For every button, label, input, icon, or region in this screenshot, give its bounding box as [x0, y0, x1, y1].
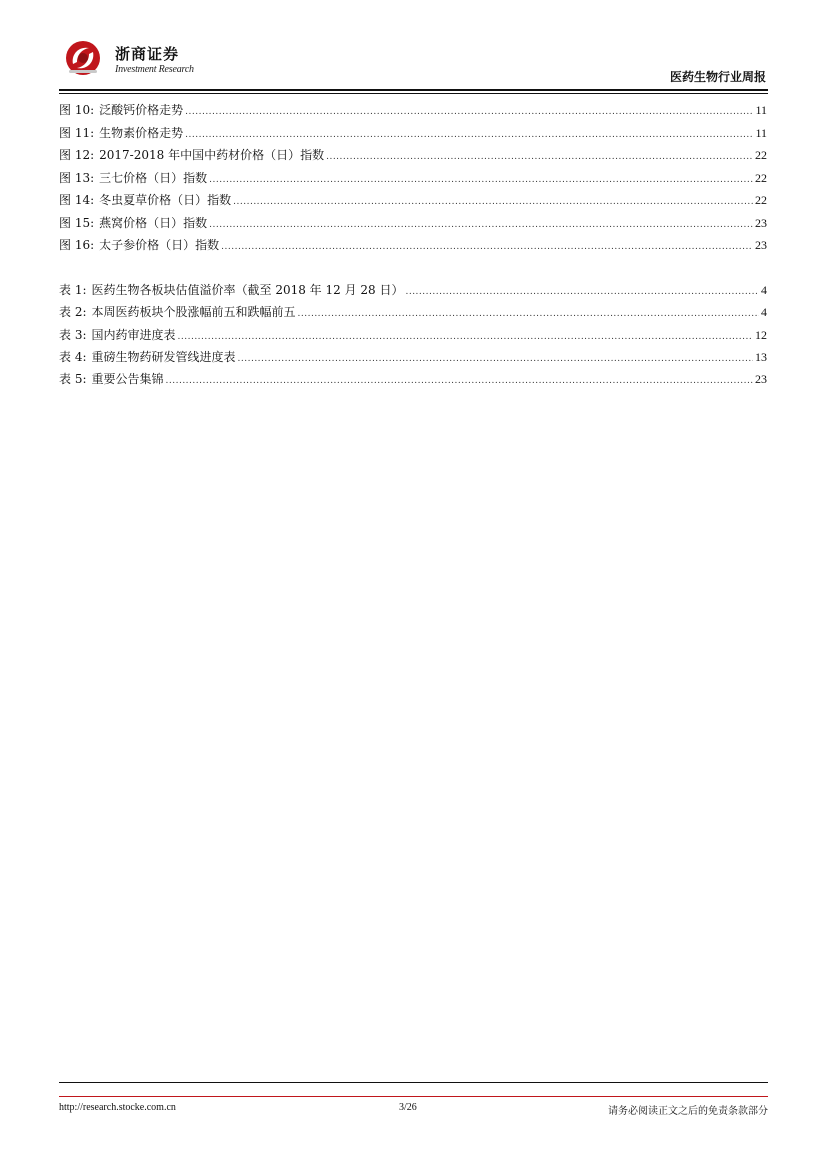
toc-entry-page: 23 — [755, 372, 767, 386]
toc-entry-title: 冬虫夏草价格（日）指数 — [99, 193, 232, 207]
toc-entry-title: 三七价格（日）指数 — [99, 171, 208, 185]
toc-entry-title: 国内药审进度表 — [91, 328, 176, 342]
toc-dot-leader — [185, 126, 753, 144]
toc-entry-table-3[interactable] — [59, 326, 767, 344]
toc-entry-title: 生物素价格走势 — [99, 126, 184, 140]
header-rule — [59, 89, 768, 91]
brand-name-en: Investment Research — [115, 64, 194, 75]
header-rule-thin — [59, 93, 768, 94]
toc-dot-leader — [326, 148, 753, 166]
toc-entry-page: 23 — [755, 238, 767, 252]
toc-entry-label: 图 11: — [59, 126, 95, 140]
footer-disclaimer: 请务必阅读正文之后的免责条款部分 — [608, 1106, 768, 1117]
toc-entry-page: 23 — [755, 216, 767, 230]
toc-entry-label: 表 2: — [59, 305, 87, 319]
toc-entry-title: 燕窝价格（日）指数 — [99, 216, 208, 230]
toc-entry-title: 重磅生物药研发管线进度表 — [91, 350, 236, 364]
toc-entry-title: 太子参价格（日）指数 — [99, 238, 220, 252]
toc-dot-leader — [298, 305, 759, 323]
toc-entry-figure-10[interactable] — [59, 101, 767, 119]
toc-entry-label: 图 14: — [59, 193, 95, 207]
report-title: 医药生物行业周报 — [669, 70, 766, 84]
toc-entry-title: 泛酸钙价格走势 — [99, 103, 184, 117]
toc-entry-title: 重要公告集锦 — [91, 372, 164, 386]
toc-dot-leader — [233, 193, 753, 211]
page-footer — [59, 1102, 768, 1116]
toc-entry-page: 22 — [755, 171, 767, 185]
toc-entry-page: 22 — [755, 148, 767, 162]
toc-dot-leader — [405, 283, 759, 301]
toc-entry-label: 表 1: — [59, 283, 87, 297]
footer-url-link[interactable]: http://research.stocke.com.cn — [59, 1102, 176, 1113]
toc-entry-page: 12 — [755, 328, 767, 342]
footer-page-number: 3/26 — [399, 1102, 417, 1113]
toc-entry-figure-11[interactable] — [59, 124, 767, 142]
toc-entry-label: 表 4: — [59, 350, 87, 364]
toc-entry-figure-16[interactable] — [59, 236, 767, 254]
brand-logo-icon — [65, 40, 101, 76]
toc-entry-title: 2017-2018 年中国中药材价格（日）指数 — [99, 148, 325, 162]
toc-dot-leader — [238, 350, 753, 368]
toc-dot-leader — [221, 238, 753, 256]
toc-entry-label: 表 5: — [59, 372, 87, 386]
toc-entry-label: 图 12: — [59, 148, 95, 162]
toc-entry-table-5[interactable] — [59, 370, 767, 388]
toc-dot-leader — [185, 103, 753, 121]
toc-dot-leader — [209, 171, 753, 189]
footer-rule-accent — [59, 1096, 768, 1097]
toc-entry-label: 图 16: — [59, 238, 95, 252]
toc-entry-figure-12[interactable] — [59, 146, 767, 164]
toc-entry-figure-13[interactable] — [59, 169, 767, 187]
toc-entry-page: 22 — [755, 193, 767, 207]
toc-entry-table-1[interactable] — [59, 281, 767, 299]
toc-entry-page: 11 — [755, 103, 767, 117]
toc-entry-table-4[interactable] — [59, 348, 767, 366]
toc-dot-leader — [209, 216, 753, 234]
toc-dot-leader — [166, 372, 753, 390]
toc-entry-table-2[interactable] — [59, 303, 767, 321]
toc-entry-page: 13 — [755, 350, 767, 364]
brand-name-cn: 浙商证券 — [115, 45, 180, 63]
toc-entry-label: 图 10: — [59, 103, 95, 117]
toc-entry-page: 11 — [755, 126, 767, 140]
footer-rule — [59, 1082, 768, 1083]
toc-entry-title: 本周医药板块个股涨幅前五和跌幅前五 — [91, 305, 296, 319]
toc-entry-title: 医药生物各板块估值溢价率（截至 2018 年 12 月 28 日） — [91, 283, 404, 297]
toc-entry-page: 4 — [761, 283, 767, 297]
toc-entry-label: 图 13: — [59, 171, 95, 185]
page-header — [59, 36, 768, 88]
toc-entry-page: 4 — [761, 305, 767, 319]
toc-entry-label: 图 15: — [59, 216, 95, 230]
toc-entry-figure-15[interactable] — [59, 214, 767, 232]
toc-dot-leader — [178, 328, 753, 346]
toc-entry-figure-14[interactable] — [59, 191, 767, 209]
toc-entry-label: 表 3: — [59, 328, 87, 342]
